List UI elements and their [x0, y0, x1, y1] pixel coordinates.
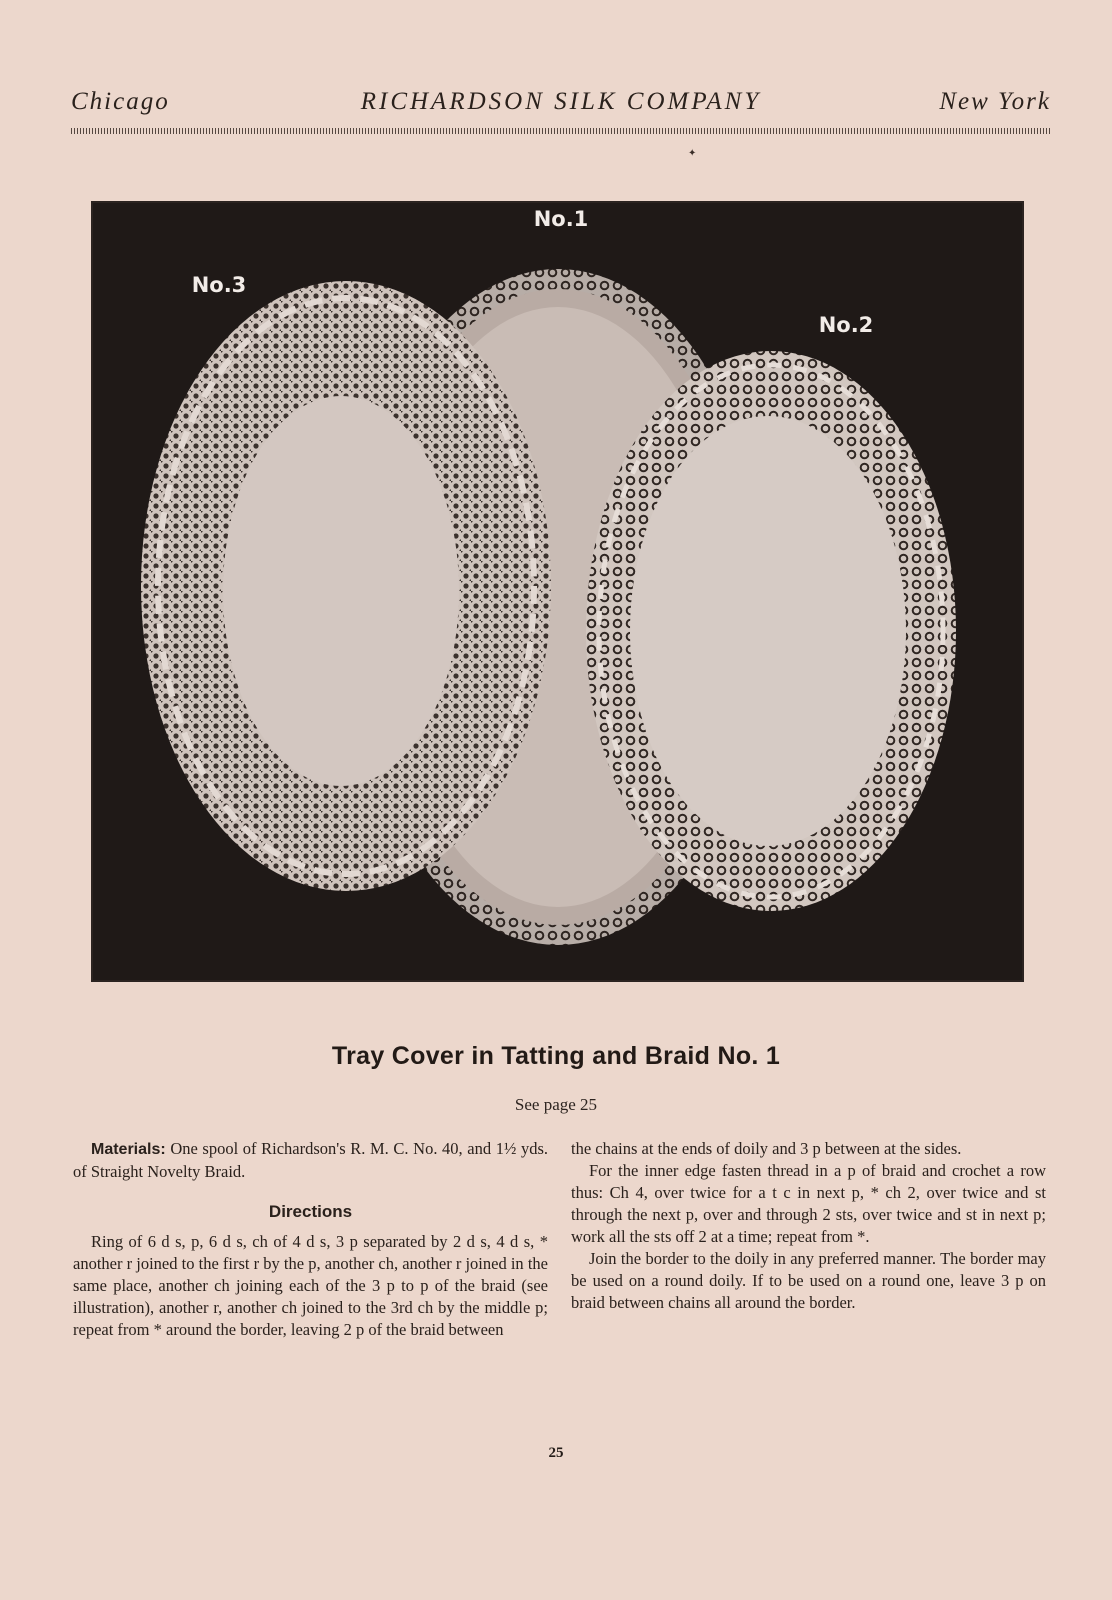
page-title: Tray Cover in Tatting and Braid No. 1: [331, 1042, 781, 1070]
directions-paragraph-2: For the inner edge fasten thread in a p of braid and crochet a row thus: Ch 4, over twice for a t c in next p, * ch 2, over twice and st through the next p, over and through 2 sts, over twice and st in next p; work all the sts off 2 at a time; repeat from *.: [571, 1161, 1046, 1246]
tray-cover-no-3: [141, 281, 551, 891]
header-city-left: Chicago: [71, 88, 170, 115]
see-page-note: See page 25: [514, 1095, 598, 1114]
doily-photograph: [91, 201, 1024, 982]
materials-paragraph: [73, 1138, 548, 1183]
label-no-1: No.1: [533, 207, 589, 231]
materials-label: Materials:: [91, 1141, 166, 1158]
directions-paragraph-1-continued: the chains at the ends of doily and 3 p between at the sides.: [571, 1139, 962, 1158]
text-column-right: [571, 1138, 1046, 1314]
print-mark: ✦: [688, 148, 697, 159]
running-header: [71, 88, 1051, 128]
text-column-left: [73, 1138, 548, 1341]
directions-heading: Directions: [268, 1202, 353, 1221]
header-rule: [71, 128, 1051, 134]
directions-paragraph-1: Ring of 6 d s, p, 6 d s, ch of 4 d s, 3 p separated by 2 d s, 4 d s, * another r joined to the first r by the p, another ch, another r joined in the same place, another ch joining each of the 3 p to p of the braid (see illustration), another r, another ch joined to the 3rd ch by the middle p; repeat from * around the border, leaving 2 p of the braid between: [73, 1232, 548, 1339]
label-no-3: No.3: [191, 273, 247, 297]
page-number: 25: [548, 1445, 564, 1461]
label-no-2: No.2: [818, 313, 874, 337]
directions-paragraph-3: Join the border to the doily in any preferred manner. The border may be used on a round doily. If to be used on a round one, leave 3 p on braid between chains all around the border.: [571, 1249, 1046, 1312]
header-city-right: New York: [939, 88, 1051, 115]
header-company-name: RICHARDSON SILK COMPANY: [360, 88, 762, 115]
doily-illustration: [91, 201, 1024, 982]
tray-cover-no-2: [586, 351, 956, 911]
materials-text: One spool of Richardson's R. M. C. No. 40, and 1½ yds. of Straight Novelty Braid.: [73, 1139, 548, 1181]
